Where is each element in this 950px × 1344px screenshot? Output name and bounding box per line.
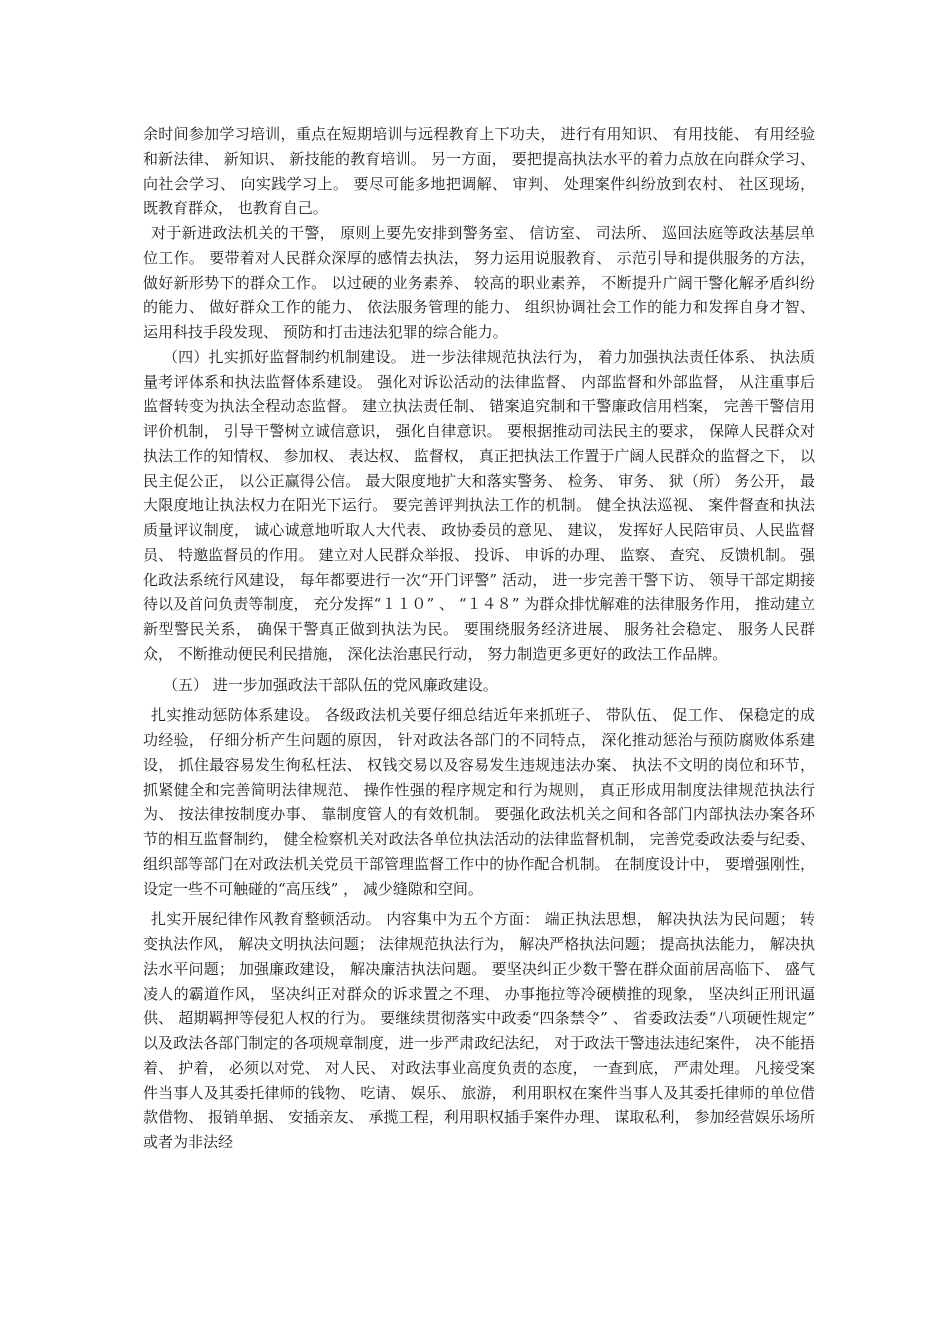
document-page xyxy=(143,122,815,1155)
paragraph-continuation: 余时间参加学习培训，重点在短期培训与远程教育上下功夫， 进行有用知识、 有用技能、 有用经验和新法律、 新知识、 新技能的教育培训。 另一方面， 要把提高执法水平的着力点放在向群众学习、 向社会学习、 向实践学习上。 要尽可能多地把调解、 审判、 处理案件纠纷放到农村、 社区现场， 既教育群众， 也教育自己。 xyxy=(143,125,815,218)
paragraph-section-four: （四）扎实抓好监督制约机制建设。 进一步法律规范执法行为， 着力加强执法责任体系、 执法质量考评体系和执法监督体系建设。 强化对诉讼活动的法律监督、 内部监督和外部监督， 从注重事后监督转变为执法全程动态监督。 建立执法责任制、 错案追究制和干警廉政信用档案， 完善干警信用评价机制， 引导干警树立诚信意识， 强化自律意识。 要根据推动司法民主的要求， 保障人民群众对执法工作的知情权、 参加权、 表达权、 监督权， 真正把执法工作置于广阔人民群众的监督之下， 以民主促公正， 以公正赢得公信。 最大限度地扩大和落实警务、 检务、 审务、 狱（所） 务公开， 最大限度地让执法权力在阳光下运行。 要完善评判执法工作的机制。 健全执法巡视、 案件督查和执法质量评议制度， 诚心诚意地听取人大代表、 政协委员的意见、 建议， 发挥好人民陪审员、人民监督员、 特邀监督员的作用。 建立对人民群众举报、 投诉、 申诉的办理、 监察、 查究、 反馈机制。 强化政法系统行风建设， 每年都要进行一次“开门评警” 活动， 进一步完善干警下访、 领导干部定期接待以及首问负责等制度， 充分发挥“１１０” 、 “１４８” 为群众排忧解难的法律服务作用， 推动建立新型警民关系， 确保干警真正做到执法为民。 要围绕服务经济进展、 服务社会稳定、 服务人民群众， 不断推动便民利民措施， 深化法治惠民行动， 努力制造更多更好的政法工作品牌。 xyxy=(143,347,815,663)
paragraph-anti-corruption-system: 扎实推动惩防体系建设。 各级政法机关要仔细总结近年来抓班子、 带队伍、 促工作、 保稳定的成功经验， 仔细分析产生问题的原因， 针对政法各部门的不同特点， 深化推动惩治与预防腐败体系建设， 抓住最容易发生徇私枉法、 权钱交易以及容易发生违规违法办案、 执法不文明的岗位和环节，抓紧健全和完善简明法律规范、 操作性强的程序规定和行为规则， 真正形成用制度法律规范执法行为、 按法律按制度办事、 靠制度管人的有效机制。 要强化政法机关之间和各部门内部执法办案各环节的相互监督制约， 健全检察机关对政法各单位执法活动的法律监督机制， 完善党委政法委与纪委、 组织部等部门在对政法机关党员干部管理监督工作中的协作配合机制。 在制度设计中， 要增强刚性， 设定一些不可触碰的“高压线” ， 减少缝隙和空间。 xyxy=(143,706,815,898)
paragraph-discipline-rectification: 扎实开展纪律作风教育整顿活动。 内容集中为五个方面： 端正执法思想， 解决执法为民问题； 转变执法作风， 解决文明执法问题； 法律规范执法行为， 解决严格执法问题； 提高执法能力， 解决执法水平问题； 加强廉政建设， 解决廉洁执法问题。 要坚决纠正少数干警在群众面前居高临下、 盛气凌人的霸道作风， 坚决纠正对群众的诉求置之不理、 办事拖拉等冷硬横推的现象， 坚决纠正刑讯逼供、 超期羁押等侵犯人权的行为。 要继续贯彻落实中政委“四条禁令” 、 省委政法委“八项硬性规定” 以及政法各部门制定的各项规章制度，进一步严肃政纪法纪， 对于政法干警违法违纪案件， 决不能捂着、 护着， 必须以对党、 对人民、 对政法事业高度负责的态度， 一查到底， 严肃处理。 凡接受案件当事人及其委托律师的钱物、 吃请、 娱乐、 旅游， 利用职权在案件当事人及其委托律师的单位借款借物、 报销单据、 安插亲友、 承揽工程，利用职权插手案件办理、 谋取私利， 参加经营娱乐场所或者为非法经 xyxy=(143,910,815,1151)
section-heading-five: （五） 进一步加强政法干部队伍的党风廉政建设。 xyxy=(163,675,498,694)
paragraph-new-officers: 对于新进政法机关的干警， 原则上要先安排到警务室、 信访室、 司法所、 巡回法庭等政法基层单位工作。 要带着对人民群众深厚的感情去执法， 努力运用说服教育、 示范引导和提供服务的方法， 做好新形势下的群众工作。 以过硬的业务素养、 较高的职业素养， 不断提升广阔干警化解矛盾纠纷的能力、 做好群众工作的能力、 依法服务管理的能力、 组织协调社会工作的能力和发挥自身才智、 运用科技手段发现、 预防和打击违法犯罪的综合能力。 xyxy=(143,224,815,341)
